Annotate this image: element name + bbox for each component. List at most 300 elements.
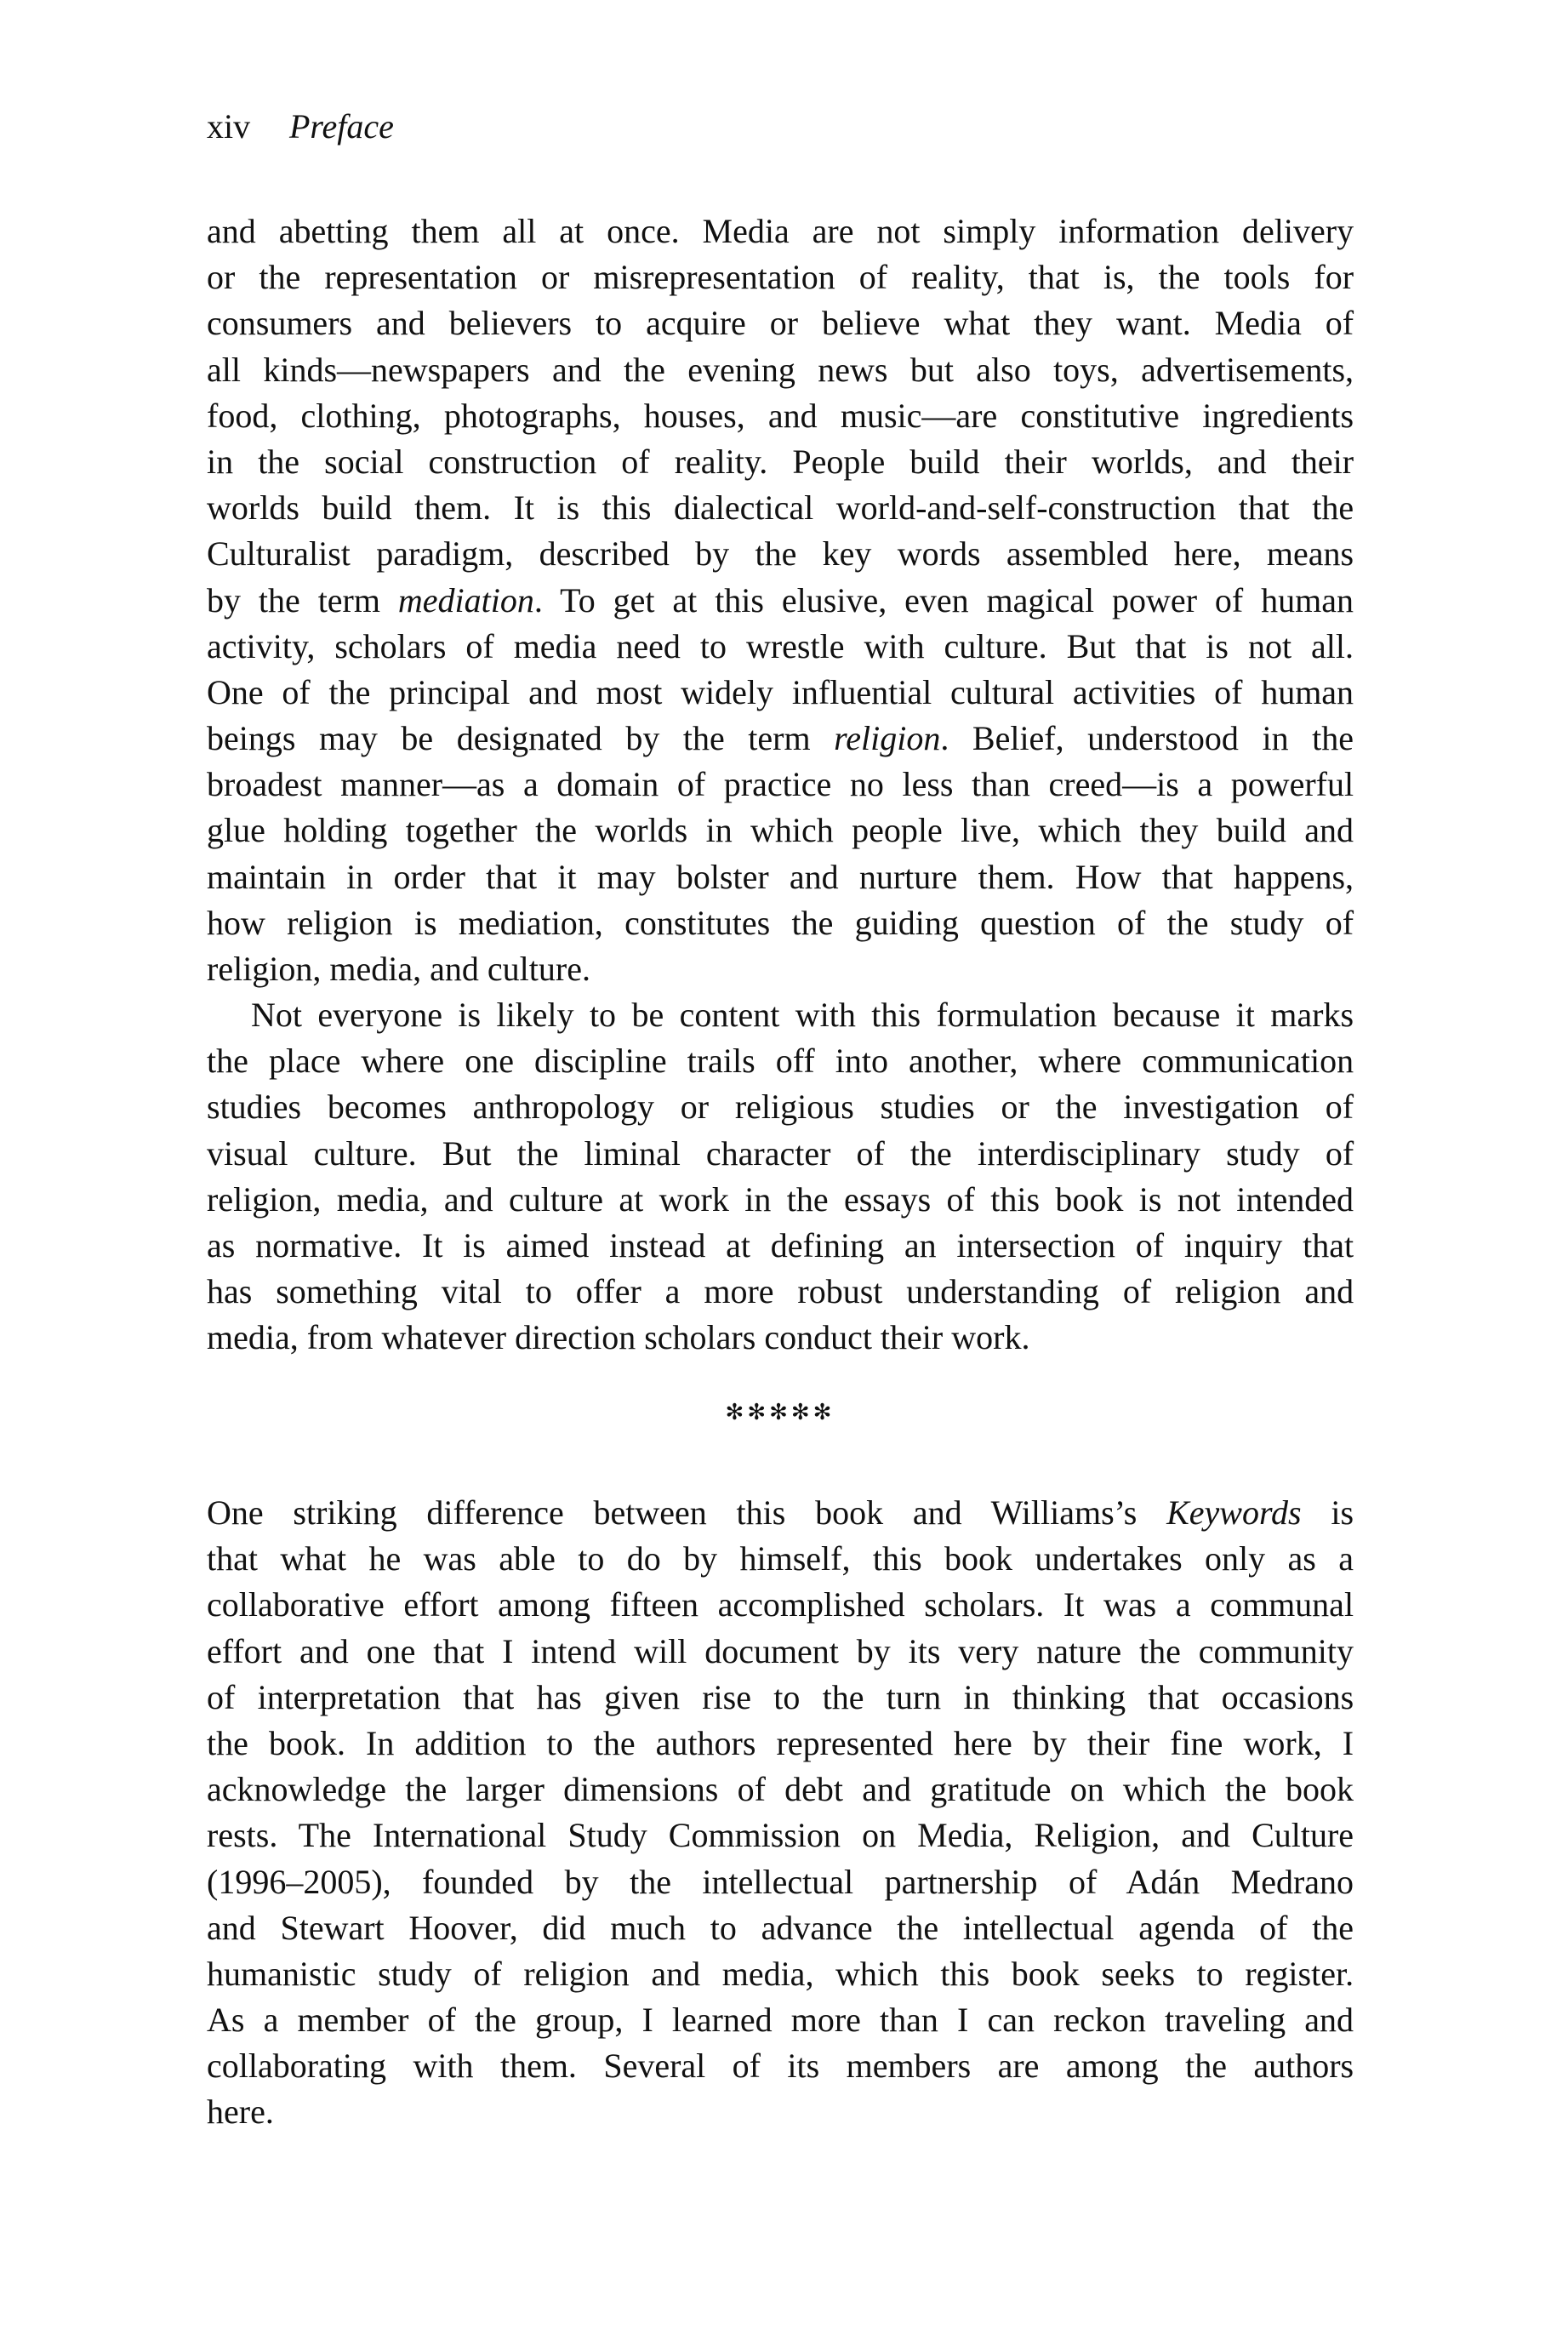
word: by xyxy=(856,1631,891,1670)
word: cultural xyxy=(949,672,1055,711)
word: only xyxy=(1205,1539,1266,1578)
word: and xyxy=(912,1493,962,1532)
word: the xyxy=(475,2001,516,2040)
word: study xyxy=(1229,903,1304,942)
word: or xyxy=(769,304,799,343)
word: them. xyxy=(414,488,492,528)
word: It xyxy=(422,1225,443,1264)
word: the xyxy=(259,258,301,297)
word: culture. xyxy=(944,626,1047,665)
word: intellectual xyxy=(962,1908,1115,1947)
word: for xyxy=(1314,258,1354,297)
word: to xyxy=(546,1723,573,1762)
word: practice xyxy=(723,765,832,804)
word: understanding xyxy=(906,1272,1099,1311)
word: the xyxy=(630,1862,671,1901)
word: may xyxy=(596,857,656,896)
text-line xyxy=(207,1721,1354,1767)
word: music—are xyxy=(840,396,998,435)
word: the xyxy=(791,903,834,942)
word: One xyxy=(207,1493,264,1532)
word: it xyxy=(557,857,577,896)
word: marks xyxy=(1270,996,1354,1034)
word: founded xyxy=(422,1862,534,1901)
word: evening xyxy=(687,350,795,389)
word: all xyxy=(502,212,537,250)
paragraph-2 xyxy=(207,992,1354,1362)
word: what xyxy=(944,304,1011,343)
word: is xyxy=(556,488,580,528)
word: here, xyxy=(1173,534,1241,574)
word: much xyxy=(610,1908,687,1947)
word: also xyxy=(976,350,1031,389)
word: no xyxy=(849,765,884,804)
word: Not xyxy=(251,996,302,1034)
word: the xyxy=(1158,258,1200,297)
word: Religion, xyxy=(1034,1816,1160,1855)
word: and xyxy=(1181,1816,1231,1855)
word: all. xyxy=(1311,626,1354,665)
word: Several xyxy=(603,2047,706,2086)
word: them. xyxy=(978,857,1055,896)
word: addition xyxy=(414,1723,527,1762)
word: this xyxy=(872,1539,922,1578)
word: to xyxy=(773,1677,801,1716)
chapter-title: Preface xyxy=(289,107,394,146)
word: given xyxy=(604,1677,680,1716)
word: vital xyxy=(441,1272,502,1311)
text-line xyxy=(207,254,1354,300)
word: maintain xyxy=(207,857,326,896)
word: liminal xyxy=(584,1133,681,1173)
word: that xyxy=(1161,857,1213,896)
word: authors xyxy=(655,1723,756,1762)
word: that xyxy=(1148,1677,1200,1716)
word: as xyxy=(1287,1539,1316,1578)
word: International xyxy=(372,1816,547,1855)
text-line xyxy=(207,992,1354,1038)
word: influential xyxy=(791,672,932,711)
word: . xyxy=(940,719,949,758)
word: world-and-self-construction xyxy=(835,488,1217,528)
word: can xyxy=(987,2001,1035,2040)
italic-term: mediation xyxy=(397,580,534,619)
word: the xyxy=(624,350,665,389)
word: clothing, xyxy=(300,396,421,435)
word: assembled xyxy=(1006,534,1149,574)
word: happens, xyxy=(1233,857,1354,896)
word: and xyxy=(1217,442,1267,481)
word: together xyxy=(405,811,517,850)
word: or xyxy=(540,258,570,297)
word: mediation, xyxy=(458,903,603,942)
word: and xyxy=(299,1631,349,1670)
word: they xyxy=(1139,811,1199,850)
word: Medrano xyxy=(1230,1862,1354,1901)
word: misrepresentation xyxy=(593,258,835,297)
word: at xyxy=(559,212,584,250)
word: of xyxy=(207,1677,236,1716)
word: traveling xyxy=(1165,2001,1286,2040)
word: did xyxy=(542,1908,586,1947)
word: Williams’s xyxy=(990,1493,1138,1532)
text-line xyxy=(207,1038,1354,1084)
word: widely xyxy=(681,672,774,711)
word: is xyxy=(1331,1493,1354,1532)
word: the xyxy=(1312,1908,1354,1947)
word: the xyxy=(1312,488,1354,528)
word: to xyxy=(578,1539,605,1578)
word: book xyxy=(815,1493,884,1532)
word: Media xyxy=(1214,304,1302,343)
word: human xyxy=(1261,672,1354,711)
word: a xyxy=(263,2001,279,2040)
text-line xyxy=(207,716,1354,762)
word: advertisements, xyxy=(1141,350,1354,389)
word: acknowledge xyxy=(207,1770,387,1809)
word: How xyxy=(1075,857,1142,896)
text-line xyxy=(207,1629,1354,1675)
word: interpretation xyxy=(257,1677,442,1716)
word: trails xyxy=(687,1042,755,1081)
word: want. xyxy=(1115,304,1191,343)
word: Belief, xyxy=(972,719,1064,758)
word: the xyxy=(593,1723,636,1762)
word: the xyxy=(1312,719,1354,758)
word: and xyxy=(651,1954,701,1993)
word: which xyxy=(835,1954,919,1993)
word: The xyxy=(298,1816,351,1855)
word: magical xyxy=(986,580,1095,619)
text-line xyxy=(207,439,1354,485)
word: this xyxy=(736,1493,786,1532)
word: offer xyxy=(575,1272,641,1311)
word: the xyxy=(207,1723,248,1762)
word: agenda xyxy=(1138,1908,1235,1947)
word: of xyxy=(1214,580,1244,619)
word: on xyxy=(862,1816,897,1855)
word: content xyxy=(679,996,780,1034)
word: worlds xyxy=(207,488,299,528)
word: or xyxy=(680,1088,710,1127)
word: instead xyxy=(609,1225,706,1264)
word: build xyxy=(909,442,980,481)
word: they xyxy=(1034,304,1093,343)
word: manner—as xyxy=(340,765,505,804)
word: toys, xyxy=(1053,350,1119,389)
word: the xyxy=(1166,903,1209,942)
word: book xyxy=(944,1539,1013,1578)
word: studies xyxy=(207,1088,302,1127)
text-line xyxy=(207,670,1354,716)
word: discipline xyxy=(534,1042,667,1081)
word: live, xyxy=(961,811,1021,850)
word: But xyxy=(1066,626,1116,665)
word: to xyxy=(596,304,623,343)
word: constitutes xyxy=(624,903,771,942)
word: one xyxy=(366,1631,416,1670)
word: of xyxy=(676,765,706,804)
word: authors xyxy=(1253,2047,1354,2086)
word: scholars xyxy=(334,626,447,665)
word: its xyxy=(908,1631,941,1670)
text-line xyxy=(207,1767,1354,1813)
word: at xyxy=(619,1179,644,1219)
word: them. xyxy=(499,2047,577,2086)
word: question xyxy=(980,903,1096,942)
text-line xyxy=(207,531,1354,577)
text-line xyxy=(207,1536,1354,1582)
word: powerful xyxy=(1230,765,1354,804)
word: (1996–2005), xyxy=(207,1862,391,1901)
text-line xyxy=(207,1905,1354,1951)
word: It xyxy=(513,488,534,528)
word: will xyxy=(634,1631,687,1670)
word: rise xyxy=(702,1677,751,1716)
word: intellectual xyxy=(702,1862,854,1901)
word: and xyxy=(443,1179,493,1219)
word: wrestle xyxy=(745,626,845,665)
word: or xyxy=(1001,1088,1029,1127)
word: not xyxy=(876,212,921,250)
word: build xyxy=(1216,811,1286,850)
word: of xyxy=(858,258,888,297)
word: that xyxy=(1135,626,1187,665)
word: how xyxy=(207,903,265,942)
word: reality, xyxy=(911,258,1005,297)
word: that xyxy=(1238,488,1290,528)
word: rests. xyxy=(207,1816,278,1855)
paragraph-3 xyxy=(207,1490,1354,2136)
word: that xyxy=(207,1539,258,1578)
text-run: media, from whatever direction scholars conduct their work. xyxy=(207,1318,1030,1357)
word: One xyxy=(207,672,264,711)
word: was xyxy=(423,1539,476,1578)
word: that xyxy=(463,1677,515,1716)
word: in xyxy=(744,1179,772,1219)
word: very xyxy=(958,1631,1019,1670)
word: striking xyxy=(293,1493,397,1532)
section-break-ornament: ✻✻✻✻✻ xyxy=(725,1400,835,1425)
word: their xyxy=(1086,1723,1150,1762)
word: of xyxy=(1135,1225,1165,1264)
word: constitutive xyxy=(1020,396,1180,435)
text-run: here. xyxy=(207,2092,274,2132)
word: media xyxy=(513,626,597,665)
word: information xyxy=(1058,212,1220,250)
word: among xyxy=(498,1585,591,1624)
word: religion xyxy=(1175,1272,1281,1311)
word: media, xyxy=(336,1179,429,1219)
word: elusive, xyxy=(781,580,887,619)
word: here xyxy=(953,1723,1012,1762)
word: guiding xyxy=(854,903,959,942)
word: likely xyxy=(496,996,574,1034)
word: religion, xyxy=(207,1179,322,1219)
word: Study xyxy=(567,1816,647,1855)
word: is xyxy=(1206,626,1229,665)
word: in xyxy=(346,857,373,896)
word: the xyxy=(1055,1088,1098,1127)
word: one xyxy=(465,1042,514,1081)
word: normative. xyxy=(255,1225,402,1264)
word: delivery xyxy=(1242,212,1354,250)
word: able xyxy=(499,1539,556,1578)
word: work, xyxy=(1243,1723,1322,1762)
word: domain xyxy=(556,765,659,804)
word: is xyxy=(413,903,437,942)
text-line xyxy=(207,1997,1354,2043)
word: the xyxy=(258,442,300,481)
word: food, xyxy=(207,396,278,435)
word: them xyxy=(411,212,480,250)
word: intend xyxy=(531,1631,617,1670)
word: that xyxy=(1028,258,1080,297)
word: everyone xyxy=(317,996,442,1034)
word: off xyxy=(775,1042,815,1081)
word: not xyxy=(1177,1179,1221,1219)
word: I xyxy=(502,1631,514,1670)
word: by xyxy=(207,580,241,619)
word: between xyxy=(593,1493,707,1532)
word: paradigm, xyxy=(376,534,514,574)
word: the xyxy=(822,1677,864,1716)
word: that xyxy=(433,1631,485,1670)
word: visual xyxy=(207,1133,288,1173)
word: of xyxy=(856,1133,885,1173)
word: is xyxy=(1138,1179,1162,1219)
word: more xyxy=(790,2001,861,2040)
word: the xyxy=(682,719,725,758)
word: of xyxy=(1122,1272,1152,1311)
word: by xyxy=(1032,1723,1067,1762)
word: of xyxy=(1214,672,1243,711)
word: the xyxy=(405,1770,448,1809)
word: their xyxy=(1004,442,1067,481)
word: dialectical xyxy=(673,488,814,528)
word: activity, xyxy=(207,626,316,665)
word: he xyxy=(368,1539,402,1578)
word: term xyxy=(317,580,380,619)
word: Commission xyxy=(668,1816,841,1855)
word: a xyxy=(1197,765,1213,804)
word: book xyxy=(1286,1770,1354,1809)
word: reality. xyxy=(674,442,768,481)
word: himself, xyxy=(739,1539,851,1578)
word: Media xyxy=(702,212,790,250)
word: and xyxy=(767,396,818,435)
word: seeks xyxy=(1101,1954,1176,1993)
italic-term: Keywords xyxy=(1166,1493,1302,1532)
text-line xyxy=(207,1223,1354,1269)
word: accomplished xyxy=(717,1585,905,1624)
word: this xyxy=(871,996,921,1034)
word: collaborative xyxy=(207,1585,385,1624)
word: that xyxy=(1303,1225,1354,1264)
word: media, xyxy=(721,1954,814,1993)
word: believers xyxy=(448,304,573,343)
word: bolster xyxy=(676,857,769,896)
word: of xyxy=(473,1954,502,1993)
word: Hoover, xyxy=(408,1908,518,1947)
word: more xyxy=(704,1272,774,1311)
word: do xyxy=(626,1539,661,1578)
word: news xyxy=(818,350,888,389)
word: are xyxy=(812,212,854,250)
word: abetting xyxy=(278,212,389,250)
word: power xyxy=(1112,580,1198,619)
word: creed—is xyxy=(1048,765,1179,804)
word: partnership xyxy=(884,1862,1038,1901)
text-line xyxy=(207,1177,1354,1223)
word: representation xyxy=(324,258,517,297)
word: activities xyxy=(1072,672,1196,711)
word: register. xyxy=(1245,1954,1354,1993)
word: need xyxy=(616,626,681,665)
word: at xyxy=(672,580,698,619)
word: all xyxy=(207,350,241,389)
word: its xyxy=(787,2047,820,2086)
word: which xyxy=(1122,1770,1206,1809)
word: members xyxy=(846,2047,972,2086)
word: by xyxy=(683,1539,718,1578)
text-line xyxy=(207,2043,1354,2089)
word: is xyxy=(463,1225,486,1264)
word: of xyxy=(1259,1908,1288,1947)
text-line xyxy=(207,854,1354,900)
word: once. xyxy=(607,212,680,250)
word: words xyxy=(897,534,981,574)
word: believe xyxy=(822,304,921,343)
word: and xyxy=(862,1770,912,1809)
word: advance xyxy=(761,1908,873,1947)
word: the xyxy=(328,672,371,711)
word: culture. xyxy=(313,1133,417,1173)
word: anthropology xyxy=(472,1088,654,1127)
word: that xyxy=(486,857,538,896)
word: of xyxy=(1068,1862,1098,1901)
text-line xyxy=(207,1490,1354,1536)
word: where xyxy=(1038,1042,1122,1081)
text-line xyxy=(207,946,1354,992)
word: of xyxy=(732,2047,761,2086)
word: people xyxy=(852,811,943,850)
word: worlds, xyxy=(1091,442,1193,481)
word: tools xyxy=(1223,258,1291,297)
word: the xyxy=(535,811,578,850)
word: book. xyxy=(268,1723,345,1762)
word: I xyxy=(1342,1723,1354,1762)
word: to xyxy=(699,626,727,665)
word: term xyxy=(748,719,811,758)
word: and xyxy=(207,1908,256,1947)
word: dimensions xyxy=(563,1770,719,1809)
word: than xyxy=(972,765,1030,804)
word: it xyxy=(1235,996,1255,1034)
word: Culture xyxy=(1252,1816,1354,1855)
word: effort xyxy=(403,1585,479,1624)
word: principal xyxy=(389,672,510,711)
word: of xyxy=(1325,1088,1354,1127)
word: key xyxy=(822,534,872,574)
word: are xyxy=(997,2047,1040,2086)
word: book xyxy=(1055,1179,1124,1219)
word: be xyxy=(401,719,434,758)
word: by xyxy=(695,534,730,574)
text-run: religion, media, and culture. xyxy=(207,950,590,988)
word: this xyxy=(602,488,652,528)
text-line xyxy=(207,1315,1354,1361)
